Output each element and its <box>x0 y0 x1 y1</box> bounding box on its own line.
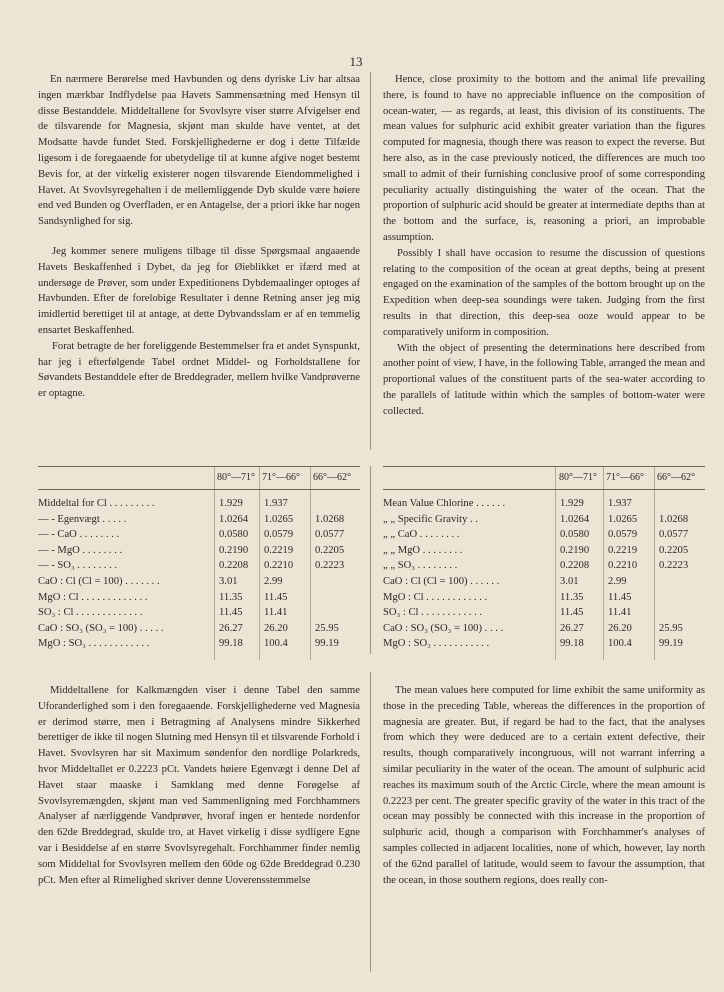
table-body <box>38 496 360 652</box>
row-label: — - CaO . . . . . . . . <box>38 529 120 541</box>
english-latitude-table <box>383 466 705 652</box>
row-label: SO₃ : Cl . . . . . . . . . . . . <box>383 607 483 619</box>
table-row <box>383 496 705 512</box>
column-header: 71°—66° <box>262 472 300 483</box>
table-cell: 0.0579 <box>608 529 638 541</box>
table-cell: 0.0580 <box>560 529 590 541</box>
row-label: MgO : Cl . . . . . . . . . . . . . <box>38 591 148 603</box>
table-cell: 11.41 <box>264 607 288 619</box>
table-row <box>38 605 360 621</box>
table-cell: 99.19 <box>315 638 339 650</box>
table-cell: 26.27 <box>219 622 243 634</box>
table-row <box>383 527 705 543</box>
row-label: „ „ Specific Gravity . . <box>383 513 479 525</box>
table-cell: 1.0265 <box>264 513 294 525</box>
column-divider <box>370 672 371 972</box>
table-cell: 1.0268 <box>315 513 345 525</box>
table-cell: 2.99 <box>264 575 283 587</box>
table-cell: 25.95 <box>315 622 339 634</box>
paragraph: With the object of presenting the determinations here described from another point of view, I have, in the following Table, arranged the mean and proportional values of the constituent parts of the sea-water according to the parallels of latitude within which the samples of bottom-water were collected. <box>383 342 705 417</box>
table-cell: 11.45 <box>560 607 584 619</box>
table-cell: 0.2205 <box>315 544 345 556</box>
row-label: — - MgO . . . . . . . . <box>38 544 123 556</box>
table-cell: 3.01 <box>560 575 579 587</box>
table-cell: 1.937 <box>264 498 288 509</box>
table-cell: 0.0580 <box>219 529 249 541</box>
table-cell: 1.929 <box>219 498 243 509</box>
table-row <box>383 621 705 637</box>
danish-latitude-table <box>38 466 360 652</box>
table-cell: 0.2208 <box>219 560 249 572</box>
table-cell: 0.2219 <box>264 544 294 556</box>
paragraph: The mean values here computed for lime exhibit the same uniformity as those in the preceding Table, whereas the differences in the proportion of magnesia are greater. But, if regard be had to the fact, that the analyses from which they were deduced are to a certain extent defective, their results, though comparatively incongruous, will not warrant inferring a similar peculiarity in the water of the ocean. The amount of sulphuric acid reaches its maximum south of the Arctic Circle, where the mean amount is 0.2223 per cent. The greater specific gravity of the water in this tract of the ocean may possibly be connected with this increase in the proportion of sulphuric acid, though a comparison with Forchhammer's analyses of samples collected in adjacent localities, none of which, however, lay north of the 62nd parallel of latitude, would seem to favour the assumption, that the ocean, in those southern regions, does really con- <box>383 685 705 886</box>
table-cell: 0.2208 <box>560 560 590 572</box>
table-row <box>383 512 705 528</box>
row-label: CaO : Cl (Cl = 100) . . . . . . <box>383 575 500 587</box>
paragraph: Possibly I shall have occasion to resume the discussion of questions relating to the composition of the ocean at great depths, being at present engaged on the examination of the samples of the bottom brought up on the Expedition when deep-sea soundings were taken. Judging from the first results in that direction, this deep-sea ooze would appear to be comparatively uniform in composition. <box>383 247 705 338</box>
row-label: CaO : Cl (Cl = 100) . . . . . . . <box>38 575 160 587</box>
row-label: Mean Value Chlorine . . . . . . <box>383 498 506 509</box>
table-cell: 0.0577 <box>659 529 689 541</box>
english-top-text <box>383 72 705 420</box>
table-row <box>383 558 705 574</box>
table-body <box>383 496 705 652</box>
table-cell: 26.20 <box>608 622 632 634</box>
danish-bottom-text <box>38 683 360 888</box>
column-header: 66°—62° <box>313 472 351 483</box>
table-header <box>38 466 360 490</box>
table-cell: 0.0577 <box>315 529 345 541</box>
column-header: 80°—71° <box>559 472 597 483</box>
paragraph: Jeg kommer senere muligens tilbage til disse Spørgsmaal angaaende Havets Beskaffenhed i Dybet, da jeg for Øieblikket er ifærd med at undersøge de Prøver, som under Expeditionens Dybdemaalinger optoges af Havbunden. Efter de forelobige Resultater i denne Retning anser jeg mig imidlertid berettiget til at antage, at dette Dybvandsslam er af en temmelig ensartet Beskaffenhed. <box>38 245 360 336</box>
row-label: MgO : SO₃ . . . . . . . . . . . <box>383 638 490 650</box>
table-cell: 25.95 <box>659 622 683 634</box>
danish-top-text <box>38 72 360 402</box>
table-cell: 3.01 <box>219 575 238 587</box>
column-divider <box>370 466 371 654</box>
row-label: CaO : SO₃ (SO₃ = 100) . . . . . <box>38 622 164 634</box>
table-row <box>38 496 360 512</box>
page-number: 13 <box>349 54 363 69</box>
table-cell: 0.2219 <box>608 544 638 556</box>
row-label: „ „ CaO . . . . . . . . <box>383 529 460 541</box>
row-label: — - SO₃ . . . . . . . . <box>38 560 118 572</box>
table-cell: 26.27 <box>560 622 584 634</box>
table-row <box>38 590 360 606</box>
table-cell: 1.937 <box>608 498 632 509</box>
column-header: 71°—66° <box>606 472 644 483</box>
table-cell: 0.2190 <box>219 544 249 556</box>
paragraph: Hence, close proximity to the bottom and the animal life prevailing there, is found to have no appreciable influence on the composition of ocean-water, — as regards, at least, this division of its constituents. The mean values for sulphuric acid exhibit greater variation than the figures computed for magnesia, though there was reason to expect the reverse. But here also, as in the case previously noticed, the differences are much too small to admit of their furnishing conclusive proof of some corresponding peculiarity actually distinguishing the water of the ocean. That the proportion of sulphuric acid should be greater at intermediate depths than at the bottom and the surface, is, reasoning a priori, an improbable assumption. <box>383 74 705 243</box>
table-row <box>38 558 360 574</box>
table-cell: 1.0264 <box>219 513 249 525</box>
table-row <box>38 621 360 637</box>
column-header: 66°—62° <box>657 472 695 483</box>
table-header <box>383 466 705 490</box>
table-row <box>383 574 705 590</box>
table-cell: 26.20 <box>264 622 288 634</box>
table-cell: 100.4 <box>264 638 288 650</box>
row-label: CaO : SO₃ (SO₃ = 100) . . . . <box>383 622 504 634</box>
column-divider <box>370 72 371 450</box>
table-row <box>383 590 705 606</box>
table-cell: 11.45 <box>264 591 288 603</box>
row-label: MgO : SO₃ . . . . . . . . . . . . <box>38 638 150 650</box>
table-cell: 11.35 <box>560 591 584 603</box>
row-label: „ „ MgO . . . . . . . . <box>383 544 463 556</box>
paragraph: En nærmere Berørelse med Havbunden og dens dyriske Liv har altsaa ingen mærkbar Indflydelse paa Havets Sammensætning med Hensyn til disse Bestanddele. Middeltallene for Svovlsyre viser større Afvigelser end de tilsvarende for Magnesia, skjønt man skulde have ventet, at det Modsatte havde fundet Sted. Forskjellighederne er dog i dette Tilfælde ligesom i de foregaaende for ubetydelige til at kunne afgive noget bestemt Bevis for, at der virkelig existerer nogen tilsvarende Eiendommelighed i Havet. At Svovlsyregehalten i de mellemliggende Dyb skulde være høiere end ved Bunden og Overfladen, er en Antagelse, der a priori ikke har nogen Sandsynlighed for sig. <box>38 74 360 228</box>
table-cell: 1.0265 <box>608 513 638 525</box>
table-cell: 1.0264 <box>560 513 590 525</box>
table-row <box>383 605 705 621</box>
table-cell: 1.929 <box>560 498 584 509</box>
table-cell: 0.2190 <box>560 544 590 556</box>
table-cell: 0.0579 <box>264 529 294 541</box>
table-row <box>383 543 705 559</box>
table-cell: 11.41 <box>608 607 632 619</box>
table-cell: 11.45 <box>219 607 243 619</box>
table-cell: 99.18 <box>560 638 584 650</box>
row-label: „ „ SO₃ . . . . . . . . <box>383 560 458 572</box>
row-label: Middeltal for Cl . . . . . . . . . <box>38 498 155 509</box>
paragraph: Forat betragte de her foreliggende Bestemmelser fra et andet Synspunkt, har jeg i efterfølgende Tabel ordnet Middel- og Forholdstallene for Søvandets Bestanddele efter de Breddegrader, mellem hvilke Vandprøverne er optagne. <box>38 340 360 400</box>
table-row <box>38 512 360 528</box>
column-header: 80°—71° <box>217 472 255 483</box>
table-row <box>38 574 360 590</box>
english-bottom-text <box>383 683 705 888</box>
table-cell: 0.2210 <box>264 560 294 572</box>
table-cell: 0.2223 <box>659 560 689 572</box>
paragraph: Middeltallene for Kalkmængden viser i denne Tabel den samme Uforanderlighed som i den foregaaende. Forskjellighederne ved Magnesia er derimod større, men i Betragtning af Analysens mindre Sikkerhed berettiger de ikke til nogen Slutning med Hensyn til et tilsvarende Forhold i Havet. Svovlsyren har sit Maximum søndenfor den nordlige Polarkreds, hvor Middeltallet er 0.2223 pCt. Vandets høiere Egenvægt i denne Del af Havet staar maaske i Samklang med denne Forøgelse af Svovlsyremængden, skjønt man ved Sammenligning med Forchhammers Analyser af nærliggende Vandprøver, hvoraf ingen er hentede nordenfor den 62de Breddegrad, skulde tro, at Havet virkelig i disse sydligere Egne var i Besiddelse af en større Svovlsyregehalt. Forchhammer finder nemlig som Middeltal for Svovlsyren mellem den 60de og 62de Breddegrad 0.230 pCt. Men efter al Rimelighed skriver denne Uoverensstemmelse <box>38 685 360 886</box>
table-cell: 0.2223 <box>315 560 345 572</box>
table-cell: 99.19 <box>659 638 683 650</box>
table-cell: 100.4 <box>608 638 632 650</box>
table-cell: 0.2210 <box>608 560 638 572</box>
table-cell: 1.0268 <box>659 513 689 525</box>
table-row <box>38 636 360 652</box>
table-cell: 11.45 <box>608 591 632 603</box>
row-label: — - Egenvægt . . . . . <box>38 513 127 525</box>
table-cell: 2.99 <box>608 575 627 587</box>
table-cell: 0.2205 <box>659 544 689 556</box>
row-label: SO₃ : Cl . . . . . . . . . . . . . <box>38 607 143 619</box>
table-row <box>38 543 360 559</box>
table-cell: 11.35 <box>219 591 243 603</box>
row-label: MgO : Cl . . . . . . . . . . . . <box>383 591 488 603</box>
table-row <box>383 636 705 652</box>
table-row <box>38 527 360 543</box>
table-cell: 99.18 <box>219 638 243 650</box>
